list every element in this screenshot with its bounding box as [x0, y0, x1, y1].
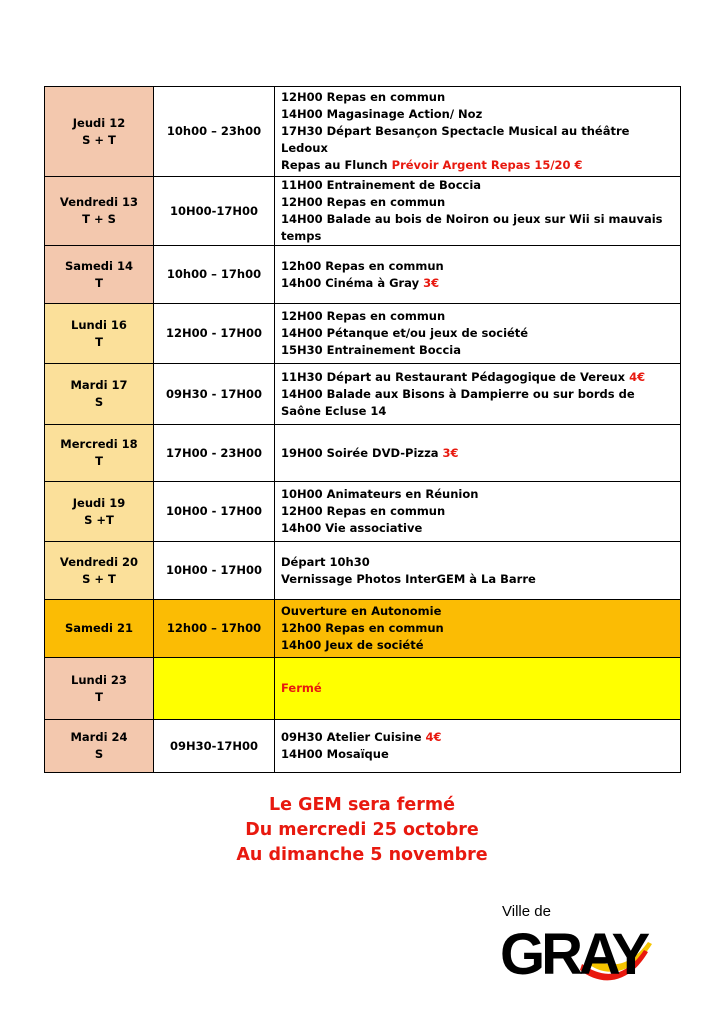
activity-highlight: Prévoir Argent Repas 15/20 €	[391, 158, 583, 172]
day-name: Mardi 17	[70, 378, 128, 392]
schedule-row	[45, 542, 681, 600]
activity-text: 14h00 Cinéma à Gray	[281, 275, 424, 290]
ville-de-gray-logo	[496, 898, 656, 988]
schedule-row	[45, 87, 681, 177]
day-cell	[45, 304, 154, 364]
activity-highlight: 4€	[425, 730, 442, 744]
activities-cell	[275, 87, 681, 177]
day-name: Jeudi 19	[72, 495, 126, 510]
activity-line	[281, 369, 674, 386]
day-cell	[45, 246, 154, 304]
activity-text: 14h00 Vie associative	[281, 521, 423, 535]
hours-cell: 10h00 – 17h00	[154, 246, 275, 304]
activities-cell	[275, 720, 681, 773]
activity-text: 14H00 Balade au bois de Noiron ou jeux sur Wii si mauvais temps	[281, 212, 663, 243]
activity-text: 12H00 Repas en commun	[281, 195, 446, 209]
schedule-body	[45, 87, 681, 773]
activities-cell	[275, 658, 681, 720]
activity-line	[281, 637, 674, 654]
day-cell	[45, 600, 154, 658]
hours-cell: 09H30-17H00	[154, 720, 275, 773]
hours-cell: 10H00 - 17H00	[154, 542, 275, 600]
schedule-row	[45, 658, 681, 720]
schedule-row	[45, 720, 681, 773]
activity-line	[281, 342, 674, 359]
hours-cell: 10H00-17H00	[154, 177, 275, 246]
activity-line	[281, 571, 674, 588]
activity-line	[281, 211, 674, 245]
closure-notice	[0, 793, 724, 868]
activity-text: 11H00 Entrainement de Boccia	[281, 178, 482, 192]
day-cell	[45, 87, 154, 177]
activity-line	[281, 503, 674, 520]
schedule-table	[44, 86, 681, 773]
day-group: T	[95, 275, 103, 290]
activity-line	[281, 194, 674, 211]
activity-text: 10H00 Animateurs en Réunion	[281, 487, 479, 501]
activity-text: 14h00 Jeux de société	[281, 638, 424, 652]
day-cell	[45, 425, 154, 482]
day-name: Vendredi 13	[59, 195, 139, 209]
activity-line	[281, 89, 674, 106]
schedule-row	[45, 246, 681, 304]
activity-text: 09H30 Atelier Cuisine	[281, 730, 426, 744]
activities-cell	[275, 542, 681, 600]
activity-text: 14H00 Magasinage Action/ Noz	[281, 107, 483, 121]
hours-cell: 12h00 – 17h00	[154, 600, 275, 658]
activity-text: 12H00 Repas en commun	[281, 504, 446, 518]
day-cell	[45, 542, 154, 600]
activity-line	[281, 554, 674, 571]
activities-cell	[275, 364, 681, 425]
day-name: Lundi 23	[71, 672, 127, 687]
activities-cell	[275, 246, 681, 304]
activity-text: 11H30 Départ au Restaurant Pédagogique de Vereux	[281, 369, 630, 384]
activity-line	[281, 620, 674, 637]
activity-line	[281, 308, 674, 325]
day-name: Vendredi 20	[59, 554, 139, 569]
day-group: S	[94, 747, 104, 761]
day-cell	[45, 482, 154, 542]
activity-highlight: Fermé	[281, 681, 322, 695]
activity-line	[281, 177, 674, 194]
logo-ville-de: Ville de	[502, 903, 551, 920]
activity-line	[281, 325, 674, 342]
activity-line	[281, 729, 674, 746]
day-cell	[45, 364, 154, 425]
activity-text: 12H00 Repas en commun	[281, 90, 446, 104]
activities-cell	[275, 482, 681, 542]
activities-cell	[275, 425, 681, 482]
day-name: Samedi 21	[64, 621, 133, 635]
activity-line	[281, 106, 674, 123]
activity-text: Vernissage Photos InterGEM à La Barre	[281, 571, 536, 586]
activity-line	[281, 603, 674, 620]
schedule-row	[45, 600, 681, 658]
schedule-row	[45, 304, 681, 364]
activity-text: 14H00 Balade aux Bisons à Dampierre ou sur bords de Saône Ecluse 14	[281, 386, 635, 418]
day-group: S	[94, 395, 104, 409]
activity-line	[281, 486, 674, 503]
activity-line	[281, 445, 674, 462]
schedule-row	[45, 364, 681, 425]
activity-line	[281, 157, 674, 174]
activity-highlight: 3€	[442, 445, 459, 460]
activity-text: 12h00 Repas en commun	[281, 258, 444, 273]
day-group: T	[95, 454, 103, 468]
schedule-row	[45, 425, 681, 482]
activity-text: 17H30 Départ Besançon Spectacle Musical au théâtre Ledoux	[281, 124, 630, 155]
schedule-row	[45, 177, 681, 246]
activities-cell	[275, 600, 681, 658]
hours-cell: 09H30 - 17H00	[154, 364, 275, 425]
day-name: Lundi 16	[71, 317, 127, 332]
closure-notice-line-1: Le GEM sera fermé	[269, 795, 455, 815]
activities-cell	[275, 177, 681, 246]
activity-line	[281, 275, 674, 292]
activity-text: 12h00 Repas en commun	[281, 621, 444, 635]
activity-text: Départ 10h30	[281, 554, 370, 569]
activity-text: 12H00 Repas en commun	[281, 309, 446, 323]
closure-notice-line-3: Au dimanche 5 novembre	[236, 845, 488, 865]
day-group: T + S	[82, 212, 116, 226]
hours-cell	[154, 658, 275, 720]
activity-text: 15H30 Entrainement Boccia	[281, 343, 462, 357]
logo-gray: GRAY	[500, 922, 647, 987]
schedule-row	[45, 482, 681, 542]
day-name: Jeudi 12	[72, 115, 126, 130]
day-cell	[45, 720, 154, 773]
activity-line	[281, 123, 674, 157]
day-name: Samedi 14	[64, 258, 133, 273]
day-group: T	[95, 334, 103, 349]
hours-cell: 10H00 - 17H00	[154, 482, 275, 542]
activity-text: 19H00 Soirée DVD-Pizza	[281, 445, 443, 460]
activity-line	[281, 520, 674, 537]
day-name: Mardi 24	[70, 730, 128, 744]
closure-notice-line-2: Du mercredi 25 octobre	[245, 820, 479, 840]
hours-cell: 17H00 - 23H00	[154, 425, 275, 482]
hours-cell: 12H00 - 17H00	[154, 304, 275, 364]
activity-text: Ouverture en Autonomie	[281, 604, 442, 618]
activity-highlight: 4€	[629, 369, 646, 384]
day-cell	[45, 177, 154, 246]
day-cell	[45, 658, 154, 720]
activity-text: 14H00 Mosaïque	[281, 747, 389, 761]
activity-line	[281, 258, 674, 275]
activity-text: 14H00 Pétanque et/ou jeux de société	[281, 326, 529, 340]
day-group: S + T	[82, 132, 116, 147]
activity-line	[281, 680, 674, 697]
activities-cell	[275, 304, 681, 364]
activity-line	[281, 746, 674, 763]
hours-cell: 10h00 – 23h00	[154, 87, 275, 177]
day-group: S +T	[84, 512, 114, 527]
activity-line	[281, 386, 674, 420]
activity-highlight: 3€	[423, 275, 440, 290]
day-group: T	[95, 689, 103, 704]
day-name: Mercredi 18	[60, 437, 138, 451]
activity-text: Repas au Flunch	[281, 158, 392, 172]
day-group: S + T	[82, 571, 116, 586]
